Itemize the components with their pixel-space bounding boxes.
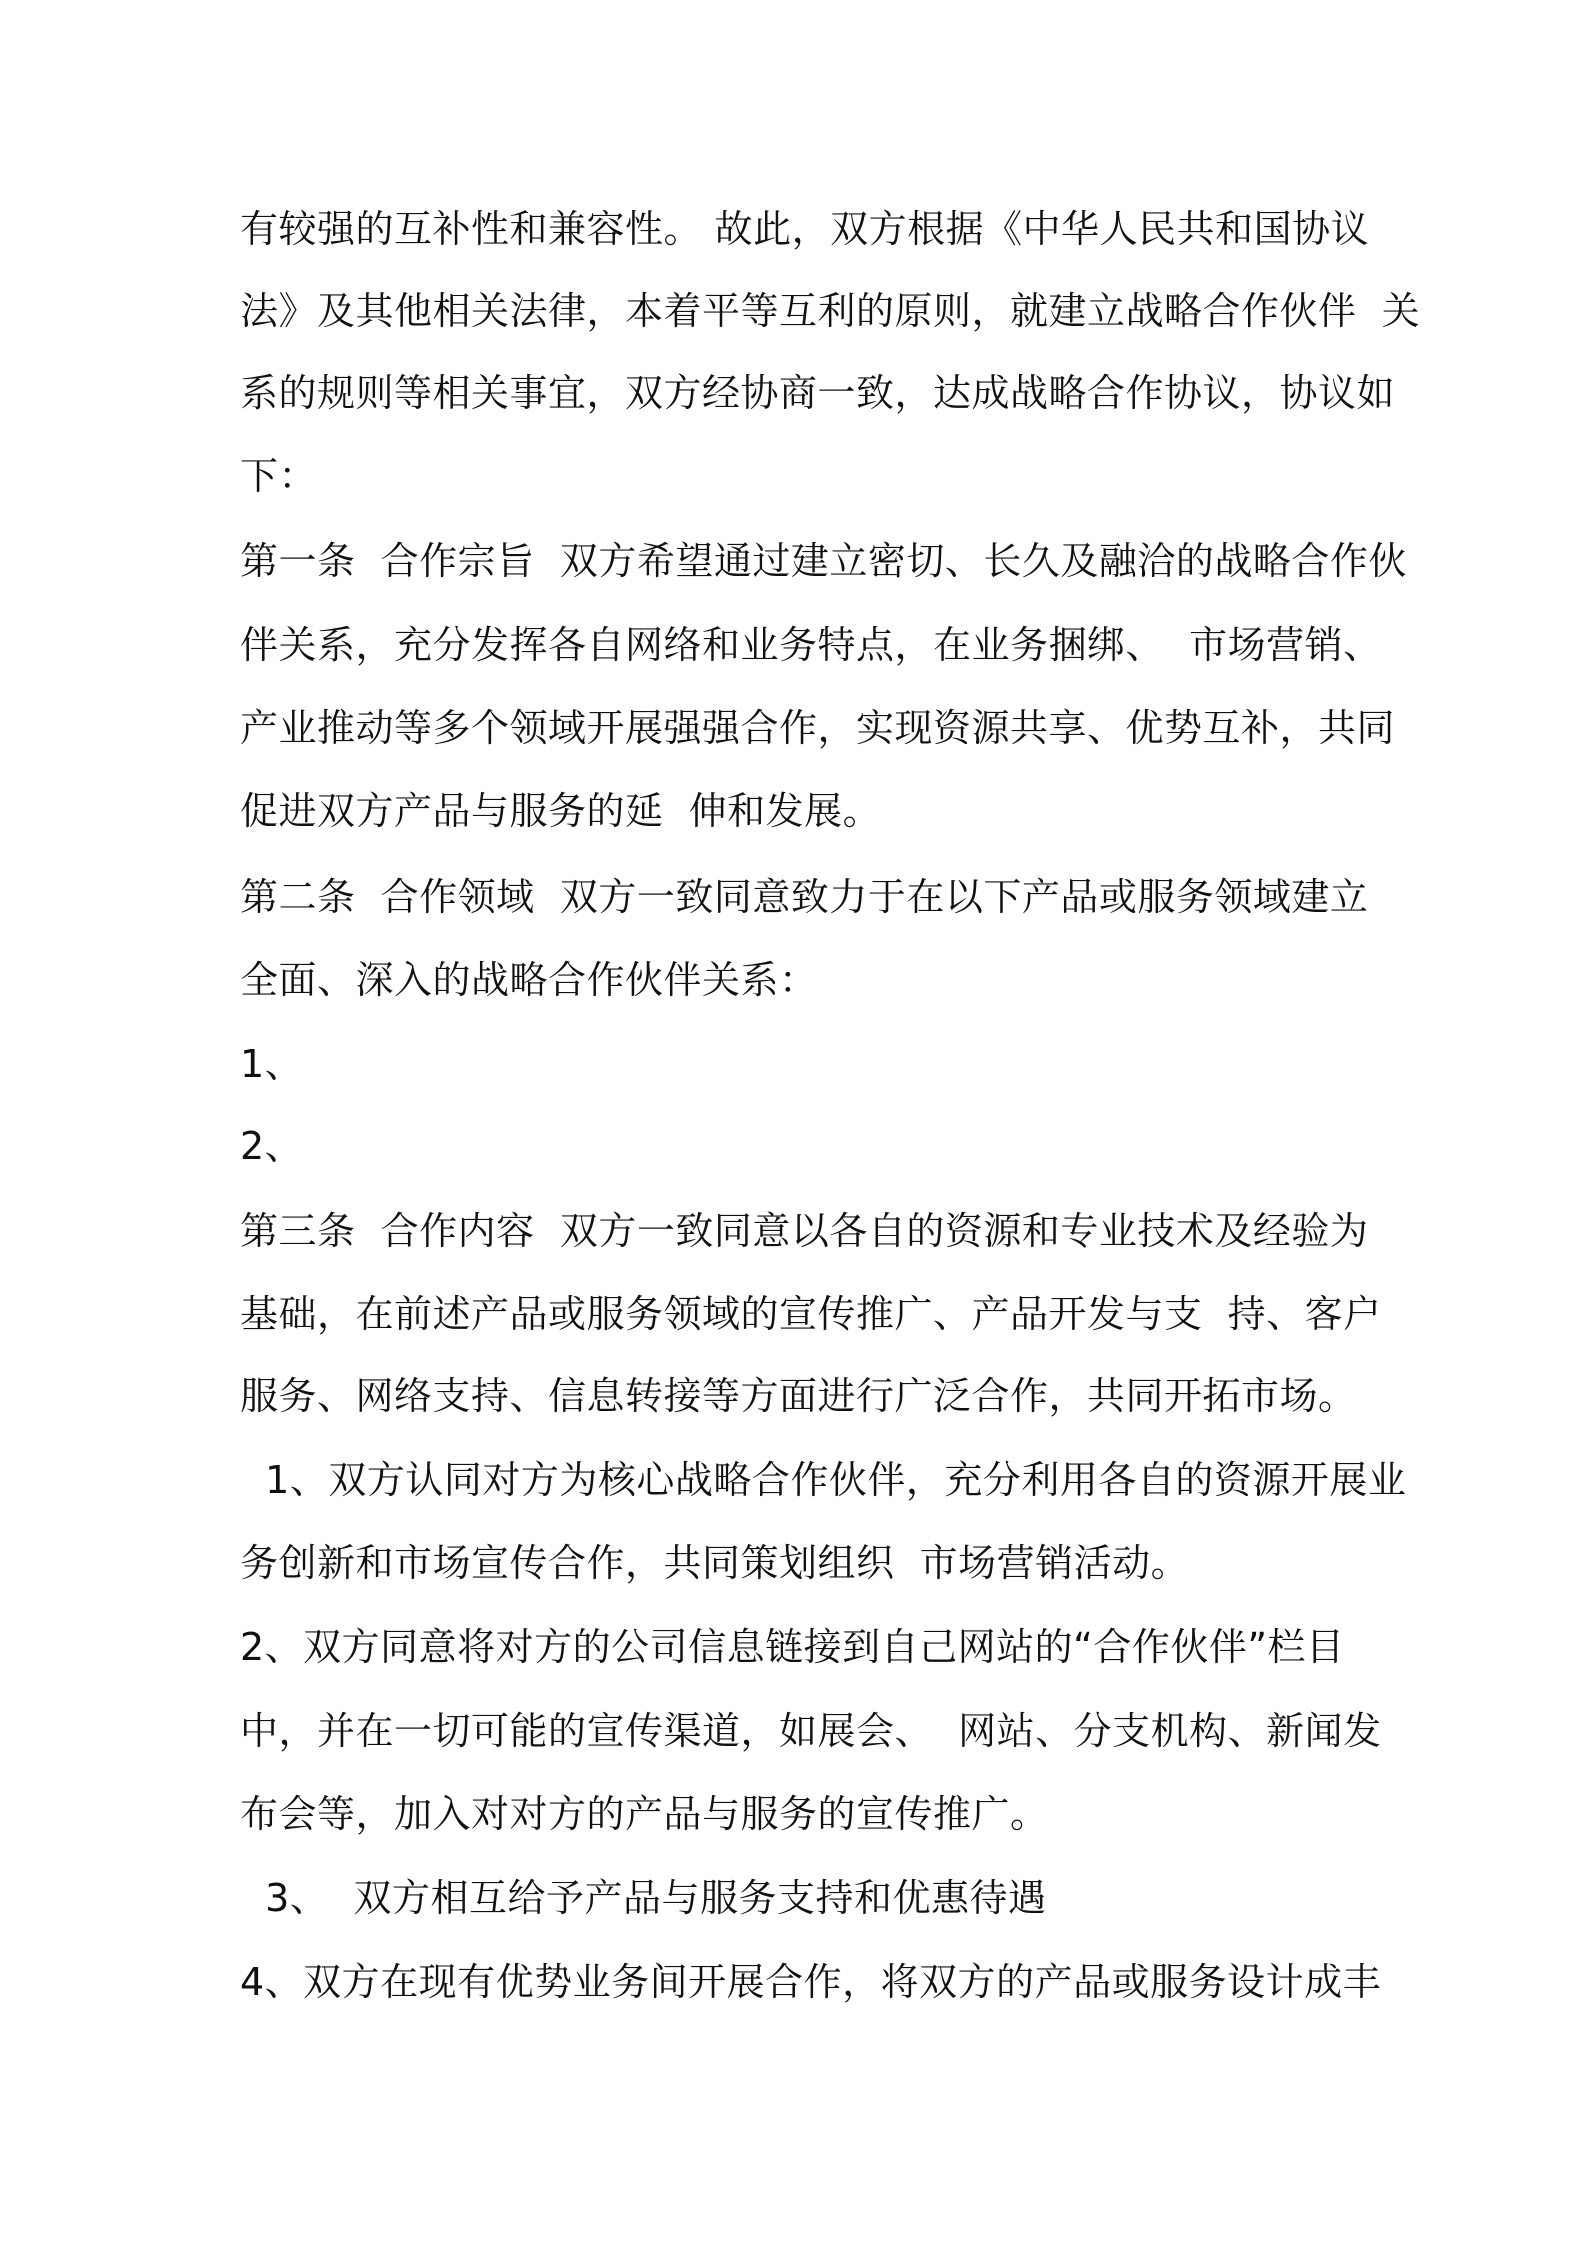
text-line: 下：: [240, 454, 318, 498]
clause-3-line: 3、 双方相互给予产品与服务支持和优惠待遇: [240, 1876, 1047, 1920]
clause-1-line: 1、双方认同对方为核心战略合作伙伴，充分利用各自的资源开展业: [240, 1458, 1407, 1502]
text-line: 伴关系，充分发挥各自网络和业务特点，在业务捆绑、 市场营销、: [240, 623, 1382, 667]
clause-4-line: 4、双方在现有优势业务间开展合作，将双方的产品或服务设计成丰: [240, 1960, 1382, 2004]
article-3-heading-line: 第三条 合作内容 双方一致同意以各自的资源和专业技术及经验为: [240, 1209, 1369, 1253]
article-1-heading-line: 第一条 合作宗旨 双方希望通过建立密切、长久及融洽的战略合作伙: [240, 539, 1407, 583]
text-line: 务创新和市场宣传合作，共同策划组织 市场营销活动。: [240, 1541, 1190, 1585]
text-line: 有较强的互补性和兼容性。 故此，双方根据《中华人民共和国协议: [240, 207, 1370, 251]
text-line: 产业推动等多个领域开展强强合作，实现资源共享、优势互补，共同: [240, 706, 1396, 750]
list-item-1: 1、: [240, 1042, 304, 1086]
article-2-heading-line: 第二条 合作领域 双方一致同意致力于在以下产品或服务领域建立: [240, 875, 1369, 919]
text-line: 基础，在前述产品或服务领域的宣传推广、产品开发与支 持、客户: [240, 1292, 1382, 1336]
text-line: 全面、深入的战略合作伙伴关系：: [240, 958, 818, 1002]
text-line: 中，并在一切可能的宣传渠道，如展会、 网站、分支机构、新闻发: [240, 1709, 1382, 1753]
text-line: 促进双方产品与服务的延 伸和发展。: [240, 789, 882, 833]
text-line: 服务、网络支持、信息转接等方面进行广泛合作，共同开拓市场。: [240, 1374, 1357, 1418]
text-line: 法》及其他相关法律，本着平等互利的原则，就建立战略合作伙伴 关: [240, 289, 1421, 333]
clause-2-line: 2、双方同意将对方的公司信息链接到自己网站的“合作伙伴”栏目: [240, 1625, 1345, 1669]
text-line: 系的规则等相关事宜，双方经协商一致，达成战略合作协议，协议如: [240, 371, 1396, 415]
text-line: 布会等，加入对对方的产品与服务的宣传推广。: [240, 1792, 1049, 1836]
list-item-2: 2、: [240, 1124, 304, 1168]
